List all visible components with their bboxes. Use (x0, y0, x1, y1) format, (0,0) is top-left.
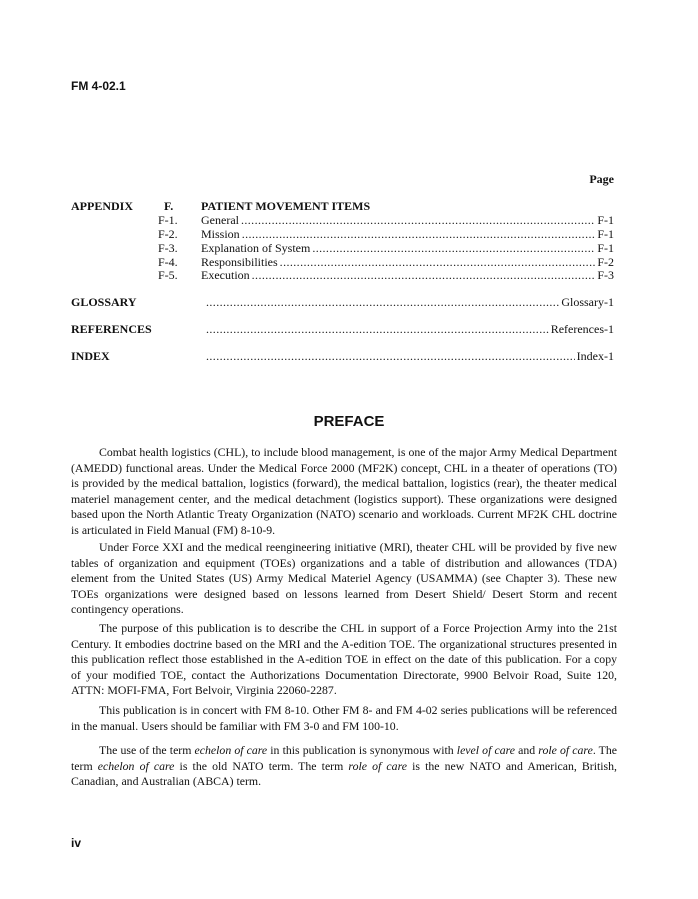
italic-term: level of care (456, 743, 516, 757)
text-run: in this publication is synonymous with (267, 743, 457, 757)
text-run: The use of the term (99, 743, 195, 757)
italic-term: role of care (348, 758, 407, 773)
toc-item-page: F-2 (597, 255, 614, 269)
leader-dots (241, 213, 595, 227)
toc-appendix-title: PATIENT MOVEMENT ITEMS (201, 199, 371, 213)
toc-item-title: Responsibilities (201, 255, 278, 269)
text-run: is the old NATO term. The term (174, 758, 349, 773)
toc-item-title: Explanation of System (201, 241, 311, 255)
toc-item (201, 213, 614, 227)
leader-dots (206, 349, 575, 363)
toc-item-title: Mission (201, 227, 240, 241)
toc-section (204, 295, 614, 309)
preface-paragraph: Combat health logistics (CHL), to include blood management, is one of the major Army Medical Department (AMEDD) functional areas. Under the Medical Force 2000 (MF2K) concept, CHL in a theater of operations (TO) is provided by the medical battalion, logistics (forward), the medical battalion, logistics (rear), the theater medical materiel management center, and the medical detachment (logistics support). These organizations were designed based upon the North Atlantic Treaty Organization (NATO) scenario and workloads. Current MF2K CHL doctrine is articulated in Field Manual (FM) 8-10-9. (71, 445, 617, 537)
text-run: and (515, 743, 539, 757)
preface-paragraph (71, 743, 617, 790)
leader-dots (242, 227, 596, 241)
toc-page-heading: Page (589, 172, 614, 186)
page-number: iv (71, 836, 82, 850)
preface-title: PREFACE (313, 413, 385, 430)
preface-paragraph: The purpose of this publication is to describe the CHL in support of a Force Projection Army into the 21st Century. It embodies doctrine based on the MRI and the A-edition TOE. The organizational structures presented in this publication reflect those established in the A-edition TOE in effect on the date of this publication. For a copy of your modified TOE, contact the Authorizations Documentation Directorate, 9900 Belvoir Road, Suite 120, ATTN: MOFI-FMA, Fort Belvoir, Virginia 22060-2287. (71, 621, 617, 698)
toc-section-page: References-1 (550, 322, 614, 336)
document-id: FM 4-02.1 (71, 79, 126, 93)
leader-dots (312, 241, 595, 255)
toc-item-page: F-1 (597, 213, 614, 227)
toc-section-page: Glossary-1 (561, 295, 614, 309)
toc-item-num: F-2. (158, 227, 178, 241)
italic-term: role of care (538, 743, 593, 757)
toc-appendix-label: APPENDIX (71, 199, 133, 213)
toc-item (201, 241, 614, 255)
toc-item-page: F-1 (597, 227, 614, 241)
toc-item-title: General (201, 213, 239, 227)
preface-paragraph: Under Force XXI and the medical reengineering initiative (MRI), theater CHL will be provided by five new tables of organization and equipment (TOEs) organizations and a table of distribution and allowances (TDA) element from the United States (US) Army Medical Materiel Agency (USAMMA) (see Chapter 3). These new TOEs organizations were designed based on lessons learned from Desert Shield/ Desert Storm and recent contingency operations. (71, 540, 617, 617)
leader-dots (280, 255, 596, 269)
toc-section-page: Index-1 (576, 349, 614, 363)
toc-section-label: GLOSSARY (71, 295, 137, 309)
toc-item-num: F-5. (158, 268, 178, 282)
toc-item-title: Execution (201, 268, 250, 282)
toc-item-num: F-1. (158, 213, 178, 227)
italic-term: echelon of care (194, 743, 268, 757)
leader-dots (252, 268, 596, 282)
toc-item (201, 227, 614, 241)
italic-term: echelon of care (97, 758, 175, 773)
toc-item-page: F-1 (597, 241, 614, 255)
toc-item (201, 255, 614, 269)
toc-item-page: F-3 (597, 268, 614, 282)
text-run: . The term (71, 743, 618, 773)
toc-item (201, 268, 614, 282)
leader-dots (206, 322, 549, 336)
toc-section (204, 349, 614, 363)
toc-appendix-letter: F. (164, 199, 174, 213)
toc-item-num: F-3. (158, 241, 178, 255)
toc-section-label: INDEX (71, 349, 110, 363)
preface-paragraph: This publication is in concert with FM 8-10. Other FM 8- and FM 4-02 series publications will be referenced in the manual. Users should be familiar with FM 3-0 and FM 100-10. (71, 703, 617, 733)
toc-section (204, 322, 614, 336)
text-run: is the new NATO and American, British, Canadian, and Australian (ABCA) term. (71, 758, 617, 789)
leader-dots (206, 295, 559, 309)
toc-section-label: REFERENCES (71, 322, 152, 336)
toc-item-num: F-4. (158, 255, 178, 269)
